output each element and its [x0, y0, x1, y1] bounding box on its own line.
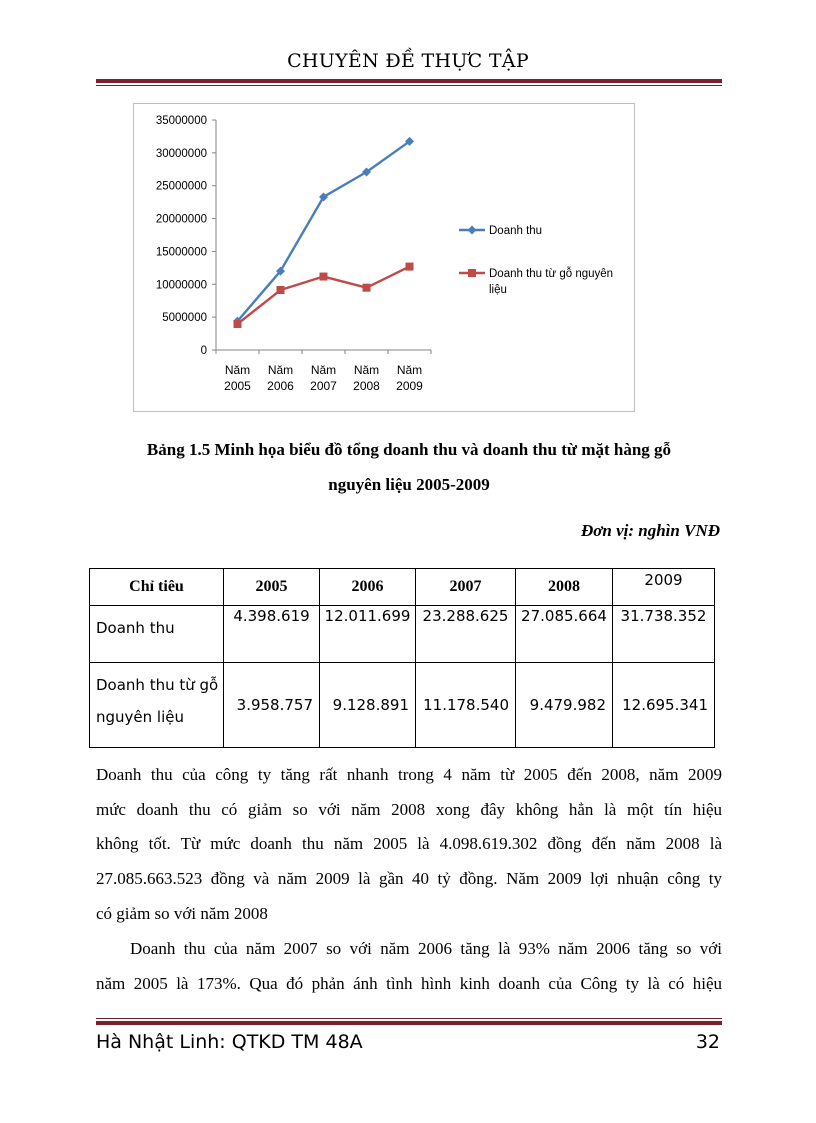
- x-tick-label: Năm: [224, 363, 251, 377]
- unit-label: Đơn vị: nghìn VNĐ: [580, 521, 720, 540]
- text-line: năm 2005 là 173%. Qua đó phản ánh tình hình kinh doanh của Công ty là có hiệu: [96, 973, 722, 993]
- y-tick-label: 20000000: [155, 213, 207, 226]
- x-tick-label: Năm: [353, 363, 380, 377]
- y-tick-label: 30000000: [155, 147, 207, 160]
- table-cell: 4.398.619: [224, 606, 320, 663]
- table-cell: 23.288.625: [416, 606, 516, 663]
- table-header-cell: 2007: [416, 569, 516, 606]
- data-point: [320, 273, 328, 281]
- y-tick-label: 35000000: [155, 115, 207, 127]
- table-cell: 9.479.982: [516, 663, 613, 748]
- data-point: [234, 320, 242, 328]
- legend-marker: [468, 269, 476, 277]
- y-tick-label: 5000000: [162, 312, 207, 325]
- table-cell: 12.011.699: [320, 606, 416, 663]
- y-tick-label: 0: [200, 345, 207, 357]
- table-row-label-line: nguyên liệu: [96, 708, 184, 726]
- y-tick-label: 15000000: [155, 246, 207, 259]
- footer-author: Hà Nhật Linh: QTKD TM 48A: [96, 1031, 363, 1053]
- table-header-cell: 2009: [613, 569, 715, 606]
- table-header-cell: 2006: [320, 569, 416, 606]
- table-cell: 3.958.757: [224, 663, 320, 748]
- x-tick-label: 2009: [396, 379, 423, 393]
- table-row-label-line: Doanh thu từ gỗ: [96, 676, 219, 694]
- data-point: [363, 284, 371, 292]
- footer-divider: [96, 1018, 722, 1025]
- figure-caption-line-1: Bảng 1.5 Minh họa biểu đồ tổng doanh thu và doanh thu từ mặt hàng gỗ: [146, 440, 672, 459]
- chart-canvas: [134, 104, 634, 411]
- data-point: [406, 263, 414, 271]
- text-line: mức doanh thu có giảm so với năm 2008 xong đây không hẳn là một tín hiệu: [96, 799, 722, 819]
- legend-marker: [468, 226, 477, 235]
- table-header-cell: 2008: [516, 569, 613, 606]
- text-line: không tốt. Từ mức doanh thu năm 2005 là 4.098.619.302 đồng đến năm 2008 là: [96, 834, 722, 854]
- legend-label: Doanh thu: [489, 225, 543, 237]
- x-tick-label: 2008: [353, 379, 380, 393]
- y-tick-label: 10000000: [155, 279, 207, 292]
- table-cell: 27.085.664: [516, 606, 613, 663]
- x-tick-label: 2006: [267, 379, 294, 393]
- page-header-title: CHUYÊN ĐỀ THỰC TẬP: [287, 50, 529, 72]
- data-point: [277, 286, 285, 294]
- x-tick-label: Năm: [396, 363, 423, 377]
- line-chart: [133, 103, 635, 412]
- text-line: Doanh thu của công ty tăng rất nhanh trong 4 năm từ 2005 đến 2008, năm 2009: [96, 765, 722, 784]
- x-tick-label: Năm: [267, 363, 294, 377]
- y-tick-label: 25000000: [155, 180, 207, 193]
- table-cell: 12.695.341: [613, 663, 715, 748]
- table-row-label: Doanh thu: [90, 606, 224, 663]
- revenue-table: [89, 568, 715, 748]
- header-divider: [96, 79, 722, 86]
- table-header-cell: Chỉ tiêu: [90, 569, 224, 606]
- x-tick-label: 2007: [310, 379, 337, 393]
- series-line: [238, 141, 410, 321]
- table-cell: 11.178.540: [416, 663, 516, 748]
- figure-caption-line-2: nguyên liệu 2005-2009: [328, 475, 490, 494]
- body-paragraph-1: [96, 758, 722, 932]
- table-row: [90, 606, 715, 663]
- table-header-row: [90, 569, 715, 606]
- table-row-label: [90, 663, 224, 748]
- x-tick-label: Năm: [310, 363, 337, 377]
- text-line: 27.085.663.523 đồng và năm 2009 là gần 40 tỷ đồng. Năm 2009 lợi nhuận công ty: [96, 869, 722, 889]
- table-row: [90, 663, 715, 748]
- x-tick-label: 2005: [224, 379, 251, 393]
- table-cell: 9.128.891: [320, 663, 416, 748]
- text-line: có giảm so với năm 2008: [96, 903, 268, 923]
- text-line: Doanh thu của năm 2007 so với năm 2006 tăng là 93% năm 2006 tăng so với: [130, 939, 722, 958]
- legend-label: Doanh thu từ gỗ nguyên: [489, 268, 614, 280]
- body-paragraph-2: [96, 932, 722, 1001]
- page-number: 32: [695, 1031, 720, 1053]
- table-cell: 31.738.352: [613, 606, 715, 663]
- table-header-cell: 2005: [224, 569, 320, 606]
- legend-label: liệu: [489, 284, 507, 296]
